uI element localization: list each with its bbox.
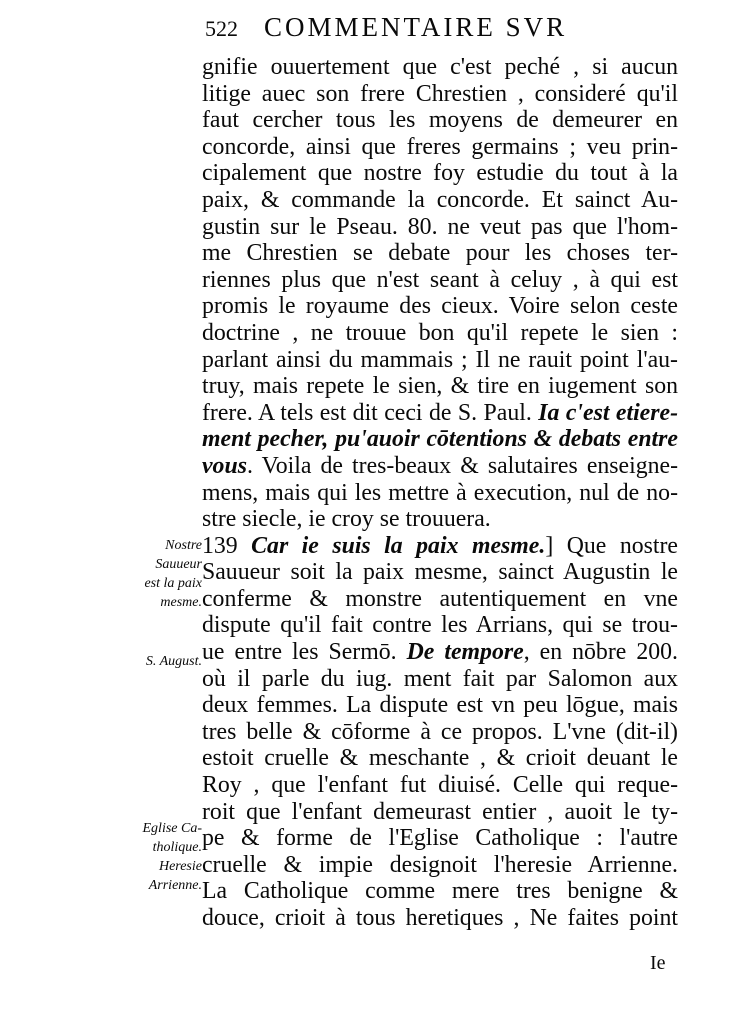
text-run: où il parle du iug. ment fait par Salomon aux [202,665,678,692]
text-line [202,347,678,374]
text-line [202,426,678,453]
text-run: tres belle & cōforme à ce propos. L'vne (dit-il) [202,718,678,745]
running-title: COMMENTAIRE SVR [264,12,568,42]
text-run: promis le royaume des cieux. Voire selon ceste [202,293,678,320]
text-run: deux femmes. La dispute est vn peu lōgue, mais [202,692,678,719]
italic-text: De tempore [406,639,524,666]
text-line [202,240,678,267]
text-run: parlant ainsi du mammais ; Il ne rauit point l'au- [202,346,678,373]
text-run: estoit cruelle & meschante , & crioit deuant le [202,745,678,772]
italic-text: Car ie suis la paix mesme. [251,532,546,559]
marginal-line: Eglise Ca- [142,821,202,836]
text-run: paix, & commande la concorde. Et sainct Au- [202,186,678,213]
text-line [202,533,678,560]
main-text-block [202,54,678,932]
marginal-note-nostre-sauueur [110,536,202,612]
text-line [202,852,678,879]
marginal-line: Sauueur [155,557,202,572]
page-header [205,12,675,43]
marginal-line: mesme. [160,595,202,610]
text-line [202,666,678,693]
text-run: cruelle & impie designoit l'heresie Arrienne. [202,851,678,878]
marginal-line: Heresie [158,859,202,874]
text-line [202,453,678,480]
text-run: doctrine , ne trouue bon qu'il repete le sien : [202,319,678,346]
text-run: pe & forme de l'Eglise Catholique : l'autre [202,825,678,852]
text-line [202,745,678,772]
text-run: me Chrestien se debate pour les choses ter- [202,240,678,267]
text-run: 139 [202,532,252,559]
text-line [202,639,678,666]
marginal-line: S. August. [145,654,202,669]
marginal-note-eglise-heresie [110,819,202,895]
text-run: , en nōbre 200. [523,639,678,666]
text-line [202,692,678,719]
italic-text: ment pecher, pu'auoir cōtentions & debats entre [202,426,678,453]
text-line [202,81,678,108]
marginal-line: Nostre [165,538,202,553]
marginal-line: tholique. [152,840,202,855]
text-line [202,373,678,400]
text-line [202,107,678,134]
text-line [202,905,678,932]
text-line [202,799,678,826]
text-line [202,134,678,161]
text-run: cipalement que nostre foy estudie du tout à la [202,160,678,187]
text-run: roit que l'enfant demeurast entier , auoit le ty- [202,798,678,825]
text-line [202,719,678,746]
text-run: douce, crioit à tous heretiques , Ne faites point [202,905,678,931]
text-line [202,293,678,320]
text-line [202,480,678,507]
text-line [202,214,678,241]
marginal-line: est la paix [144,576,202,591]
text-run: ] Que nostre [545,532,678,559]
text-line [202,400,678,427]
text-run: mens, mais qui les mettre à execution, nul de no- [202,479,678,506]
text-run: ue entre les Sermō. [202,639,407,666]
text-run: gustin sur le Pseau. 80. ne veut pas que l'hom- [202,213,678,240]
text-line [202,160,678,187]
text-run: gnifie ouuertement que c'est peché , si aucun [202,54,678,80]
text-run: frere. A tels est dit ceci de S. Paul. [202,399,539,426]
text-line [202,267,678,294]
marginal-note-s-august [110,652,202,671]
text-run: dispute qu'il fait contre les Arrians, qui se trou- [202,612,678,639]
text-run: stre siecle, ie croy se trouuera. [202,506,491,533]
text-line [202,320,678,347]
text-line [202,825,678,852]
catchword: Ie [650,952,666,974]
marginal-line: Arrienne. [148,878,202,893]
text-run: La Catholique comme mere tres benigne & [202,878,678,905]
italic-text: Ia c'est etiere- [538,399,678,426]
text-line [202,612,678,639]
text-run: concorde, ainsi que freres germains ; veu prin- [202,133,678,160]
text-line [202,54,678,81]
page-number: 522 [205,16,238,41]
text-line [202,559,678,586]
text-run: Sauueur soit la paix mesme, sainct Augustin le [202,559,678,586]
text-line [202,187,678,214]
text-run: faut cercher tous les moyens de demeurer en [202,107,678,134]
text-line [202,586,678,613]
text-line [202,506,678,533]
text-run: riennes plus que n'est seant à celuy , à qui est [202,266,678,293]
text-run: litige auec son frere Chrestien , consideré qu'il [202,80,678,107]
text-run: Roy , que l'enfant fut diuisé. Celle qui reque- [202,772,678,799]
text-line [202,772,678,799]
italic-text: vous [202,452,247,479]
text-run: conferme & monstre autentiquement en vne [202,585,678,612]
text-run: . Voila de tres-beaux & salutaires enseigne- [246,452,678,479]
text-run: truy, mais repete le sien, & tire en iugement son [202,373,678,400]
text-line [202,878,678,905]
